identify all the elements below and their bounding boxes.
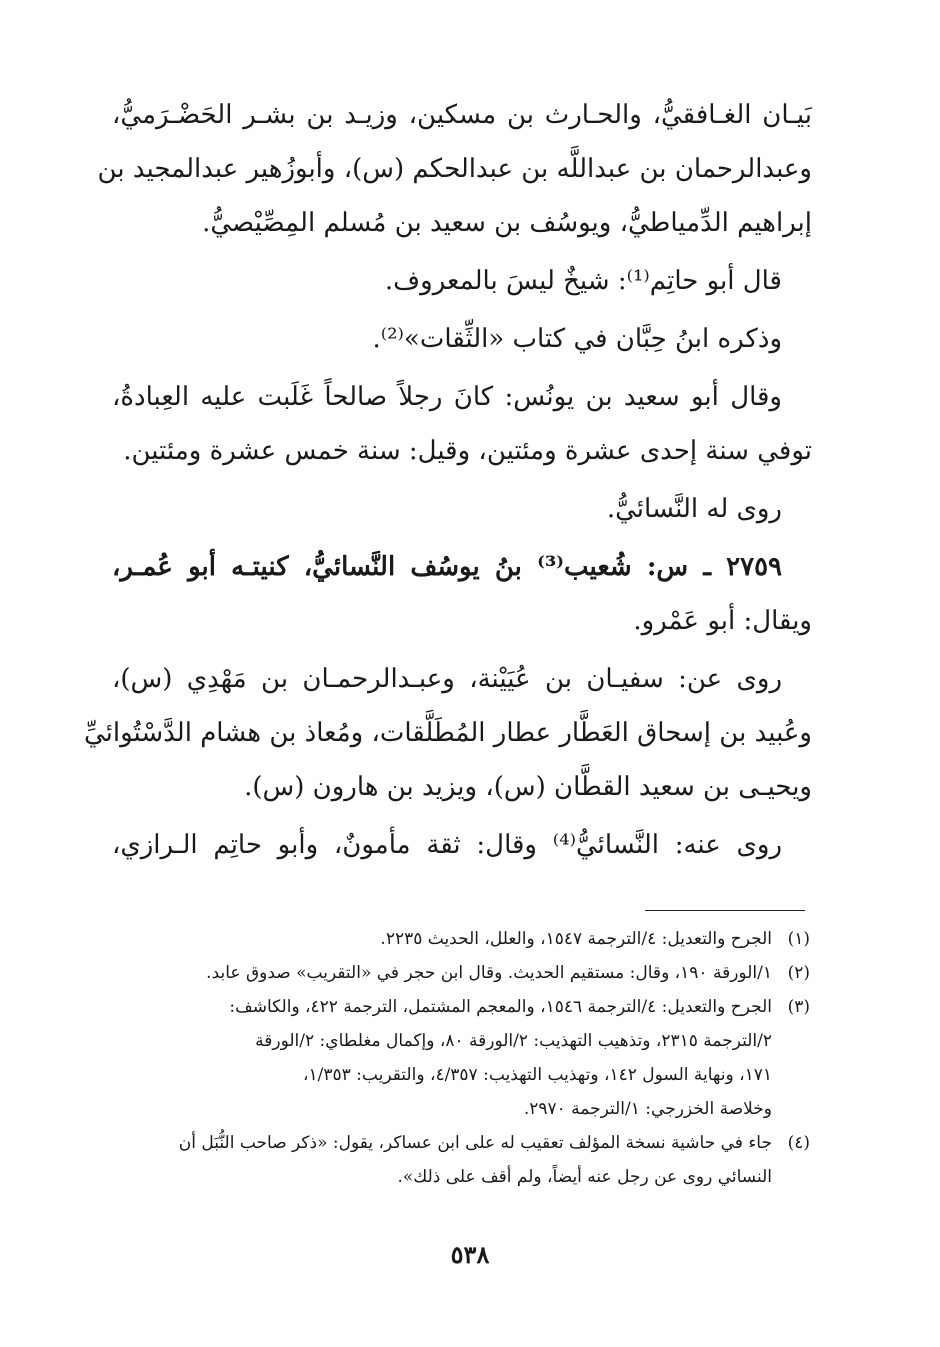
text-line: روى له النَّسائيُّ. [606,494,782,524]
text-line: ويقال: أبو عَمْرو. [633,606,812,636]
footnote-continuation: ١٧١، ونهاية السول ١٤٢، وتهذيب التهذيب: ٤/٣٥٧، والتقريب: ١/٣٥٣، [303,1065,772,1085]
footnote-divider [645,910,805,911]
footnote-number: (٢) [787,963,810,983]
text-line: وقال أبو سعيد بن يونُس: كانَ رجلاً صالحاً غَلَبت عليه العِبادةُ، [112,382,782,412]
entry-heading-line: ٢٧٥٩ ـ س: شُعيب⁽³⁾ بنُ يوسُف النَّسائيُّ، كنيتـه أبو عُمـر، [112,552,782,582]
footnote-2 [120,956,810,990]
text-line: بَيـان الغـافقيُّ، والحـارث بن مسكين، وزيـد بن بشـر الحَضْـرَميُّ، [112,100,812,130]
page-number: ٥٣٨ [450,1240,490,1269]
text-line: وعُبيد بن إسحاق العَطَّار عطار المُطَلَّقات، ومُعاذ بن هشام الدَّسْتُوائيِّ [83,718,812,748]
narrated-by-line: روى عنه: النَّسائيُّ⁽⁴⁾ وقال: ثقة مأمونٌ، وأبو حاتِم الـرازي، [112,830,782,860]
text-line: إبراهيم الدِّمياطيُّ، ويوسُف بن سعيد بن مُسلم المِصِّيْصيُّ. [202,208,812,238]
footnote-text: جاء في حاشية نسخة المؤلف تعقيب له على ابن عساكر، يقول: «ذكر صاحب النُّبَل أن [178,1133,772,1153]
text-line: ويحيـى بن سعيد القطَّان (س)، ويزيد بن هارون (س). [244,772,812,802]
text-line: وذكره ابنُ حِبَّان في كتاب «الثِّقات»⁽²⁾. [372,324,782,354]
main-text [83,88,812,872]
footnote-continuation: ٢/الترجمة ٢٣١٥، وتذهيب التهذيب: ٢/الورقة ٨٠، وإكمال مغلطاي: ٢/الورقة [255,1031,772,1051]
narrated-from-line: روى عن: سفيـان بن عُيَيْنة، وعبـدالرحمـان بن مَهْدِي (س)، [112,664,782,694]
text-line: وعبدالرحمان بن عبداللَّه بن عبدالحكم (س)، وأبوزُهير عبدالمجيد بن [97,154,812,184]
footnote-continuation: النسائي روى عن رجل عنه أيضاً، ولم أقف على ذلك». [397,1167,772,1187]
footnote-number: (٣) [787,997,810,1017]
footnote-text: ١/الورقة ١٩٠، وقال: مستقيم الحديث. وقال ابن حجر في «التقريب» صدوق عابد. [206,963,772,983]
footnotes [120,922,810,1194]
footnote-continuation: وخلاصة الخزرجي: ١/الترجمة ٢٩٧٠. [523,1099,772,1119]
text-line: توفي سنة إحدى عشرة ومئتين، وقيل: سنة خمس عشرة ومئتين. [123,436,812,466]
footnote-1 [120,922,810,956]
footnote-3 [120,990,810,1024]
footnote-text: الجرح والتعديل: ٤/الترجمة ١٥٤٧، والعلل، الحديث ٢٢٣٥. [380,929,772,949]
text-line: قال أبو حاتِم⁽¹⁾: شيخٌ ليسَ بالمعروف. [384,266,782,296]
footnote-4 [120,1126,810,1160]
footnote-number: (٤) [787,1133,810,1153]
footnote-text: الجرح والتعديل: ٤/الترجمة ١٥٤٦، والمعجم المشتمل، الترجمة ٤٢٢، والكاشف: [229,997,772,1017]
footnote-number: (١) [787,929,810,949]
